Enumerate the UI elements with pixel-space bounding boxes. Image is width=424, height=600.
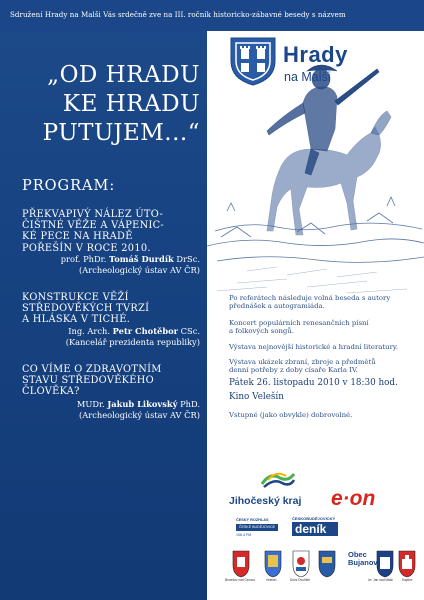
lecture-3-title-line: STAVU STŘEDOVĚKÉHO bbox=[22, 375, 154, 387]
denik-logo bbox=[292, 516, 350, 538]
radio-city: ČESKÉ BUDĚJOVICE bbox=[238, 525, 276, 529]
crest-kaplice-town-icon bbox=[399, 551, 415, 577]
info-line: přednášek a autogramiáda. bbox=[229, 302, 325, 311]
info-line: Po referátech následuje volná beseda s autory bbox=[229, 294, 391, 302]
radio-frequency: 106,4 FM bbox=[236, 533, 252, 537]
lecture-2-title bbox=[22, 292, 200, 326]
lecture-3-title bbox=[22, 364, 200, 398]
obec-name: Bujanov bbox=[348, 558, 378, 567]
crest-label-1: Benešov nad Černou bbox=[225, 578, 255, 582]
info-line: Výstava ukázek zbraní, zbroje a předmětů bbox=[229, 358, 376, 366]
crest-kaplice-icon bbox=[377, 551, 393, 577]
info-line: denní potřeby z doby císaře Karla IV. bbox=[229, 366, 358, 375]
speaker-prefix: MUDr. bbox=[76, 399, 105, 409]
jihocesky-kraj-label: Jihočeský kraj bbox=[229, 495, 302, 507]
brand-subtitle: na Malši bbox=[284, 70, 331, 84]
municipal-crests bbox=[229, 549, 419, 579]
crest-bujanov-icon bbox=[319, 551, 335, 577]
lecture-1-title-line: PŘEKVAPIVÝ NÁLEZ ÚTO- bbox=[22, 209, 164, 220]
obec-bujanov-label bbox=[348, 551, 378, 567]
speaker-name: Jakub Likovský bbox=[107, 399, 178, 409]
lecture-2-title-line: STŘEDOVĚKÝCH TVRZÍ bbox=[22, 303, 150, 315]
denik-name: deník bbox=[295, 522, 327, 536]
brand-name: Hrady bbox=[283, 42, 348, 67]
speaker-prefix: Ing. Arch. bbox=[68, 326, 111, 336]
crest-label-5: Ivr. Jan nad Malší bbox=[368, 578, 393, 582]
lecture-1-affiliation: (Archeologický ústav AV ČR) bbox=[79, 265, 200, 275]
info-paragraph-2 bbox=[229, 319, 414, 336]
info-paragraph-4 bbox=[229, 358, 414, 375]
lecture-3-title-line: CO VÍME O ZDRAVOTNÍM bbox=[22, 364, 162, 375]
crest-label-6: Kaplice bbox=[402, 578, 413, 582]
invitation-text: Sdružení Hrady na Malši Vás srdečně zve na III. ročník historicko-zábavné besedy s názvem bbox=[10, 10, 346, 19]
info-line: Výstava nejnovější historické a hradní literatury. bbox=[229, 343, 399, 351]
denik-bar bbox=[292, 522, 338, 536]
title-line-2: KE HRADU bbox=[62, 91, 200, 117]
speaker-name: Tomáš Durdík bbox=[108, 254, 174, 264]
radio-name: ČESKÝ ROZHLAS bbox=[236, 518, 269, 522]
info-paragraph-1 bbox=[229, 294, 414, 311]
title-line-3: PUTUJEM...“ bbox=[42, 120, 200, 146]
info-line: a folkových songů. bbox=[229, 327, 294, 336]
eon-logo: e·on bbox=[331, 487, 376, 510]
event-date: Pátek 26. listopadu 2010 v 18:30 hod. bbox=[229, 378, 398, 388]
event-venue: Kino Velešín bbox=[229, 392, 284, 402]
crest-dolni-dvoriste-icon bbox=[293, 551, 309, 577]
lecture-2-title-line: A HLÁSKA V TICHÉ. bbox=[22, 314, 131, 326]
lecture-1-title-line: KÉ PECE NA HRADĚ bbox=[22, 231, 133, 243]
denik-region: ČESKOBUDĚJOVICKÝ bbox=[292, 516, 336, 521]
lecture-1-speaker bbox=[22, 254, 200, 264]
program-heading: PROGRAM: bbox=[22, 178, 116, 194]
obec-word: Obec bbox=[348, 550, 367, 559]
speaker-name: Petr Chotěbor bbox=[112, 326, 179, 336]
crest-benesov-icon bbox=[233, 551, 249, 577]
event-entry: Vstupné (jako obvykle) dobrovolné. bbox=[229, 411, 353, 419]
crest-velesin-icon bbox=[265, 551, 281, 577]
lecture-1-title-line: ČIŠTNÉ VĚŽE A VÁPENIC- bbox=[22, 220, 165, 232]
lecture-2-speaker bbox=[22, 326, 200, 336]
crest-label-3: Dolní Dvořiště bbox=[290, 578, 311, 582]
radio-bar bbox=[236, 524, 278, 531]
lecture-3-speaker bbox=[22, 399, 200, 409]
lecture-1-title-line: POŘEŠÍN V ROCE 2010. bbox=[22, 242, 151, 254]
radio-logo bbox=[236, 518, 278, 540]
lecture-2-title-line: KONSTRUKCE VĚŽÍ bbox=[22, 292, 129, 303]
info-paragraph-3 bbox=[229, 343, 414, 351]
crest-label-2: Velešín bbox=[266, 578, 277, 582]
lecture-3-affiliation: (Archeologický ústav AV ČR) bbox=[79, 410, 200, 420]
lecture-1-title bbox=[22, 209, 200, 254]
lecture-3-title-line: ČLOVĚKA? bbox=[22, 386, 80, 398]
jihocesky-kraj-icon bbox=[260, 470, 296, 490]
top-bar bbox=[0, 0, 424, 31]
speaker-suffix: DrSc. bbox=[176, 254, 200, 264]
title-line-1: „OD HRADU bbox=[47, 62, 200, 88]
lecture-2-affiliation: (Kancelář prezidenta republiky) bbox=[65, 337, 200, 347]
speaker-suffix: PhD. bbox=[180, 399, 200, 409]
speaker-suffix: CSc. bbox=[180, 326, 200, 336]
info-line: Koncert populárních renesančních písní bbox=[229, 319, 369, 327]
speaker-prefix: prof. PhDr. bbox=[60, 254, 107, 264]
castle-shield-icon bbox=[228, 35, 278, 87]
